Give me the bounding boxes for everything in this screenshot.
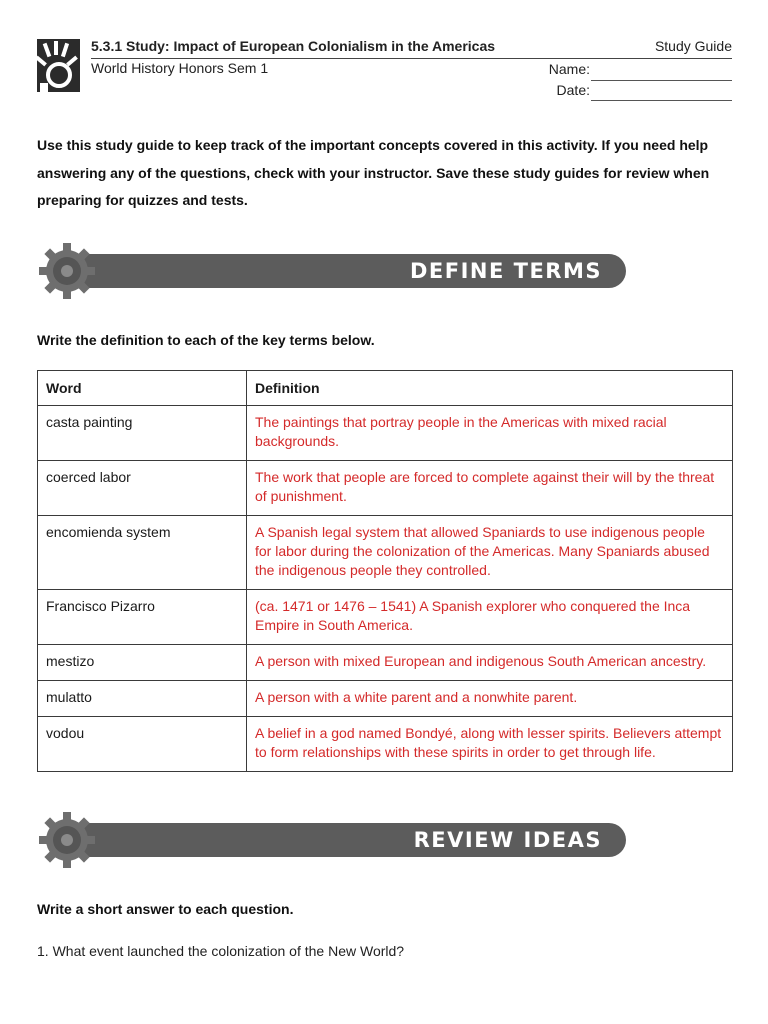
document-title: 5.3.1 Study: Impact of European Colonialism in the Americas	[91, 38, 496, 54]
name-field[interactable]	[591, 80, 732, 81]
term-word: coerced labor	[38, 461, 247, 516]
hand-logo-icon	[37, 39, 80, 92]
term-definition[interactable]: (ca. 1471 or 1476 – 1541) A Spanish explorer who conquered the Inca Empire in South America.	[247, 590, 733, 645]
course-name: World History Honors Sem 1	[91, 60, 269, 76]
term-word: mestizo	[38, 645, 247, 681]
define-terms-instruction: Write the definition to each of the key terms below.	[37, 332, 375, 348]
term-definition[interactable]: The paintings that portray people in the Americas with mixed racial backgrounds.	[247, 406, 733, 461]
document-type-label: Study Guide	[654, 38, 732, 54]
term-word: mulatto	[38, 681, 247, 717]
term-word: casta painting	[38, 406, 247, 461]
term-definition[interactable]: A Spanish legal system that allowed Spaniards to use indigenous people for labor during the colonization of the Americas. Many Spaniards abused the indigenous people they controlled.	[247, 516, 733, 590]
term-definition[interactable]: A person with mixed European and indigenous South American ancestry.	[247, 645, 733, 681]
name-label: Name:	[548, 61, 590, 77]
intro-paragraph: Use this study guide to keep track of the important concepts covered in this activity. If you need help answering any of the questions, check with your instructor. Save these study guides for review when preparing for quizzes and tests.	[37, 137, 710, 208]
column-header-definition: Definition	[247, 371, 733, 406]
review-ideas-banner	[38, 810, 630, 870]
header-divider	[91, 58, 732, 59]
column-header-word: Word	[38, 371, 247, 406]
gear-icon	[38, 810, 98, 875]
term-definition[interactable]: A belief in a god named Bondyé, along with lesser spirits. Believers attempt to form relationships with these spirits in order to get through life.	[247, 717, 733, 772]
table-row	[38, 681, 733, 717]
term-word: encomienda system	[38, 516, 247, 590]
table-header-row	[38, 371, 733, 406]
term-word: vodou	[38, 717, 247, 772]
table-row	[38, 406, 733, 461]
table-row	[38, 645, 733, 681]
table-row	[38, 516, 733, 590]
table-row	[38, 717, 733, 772]
date-label: Date:	[556, 82, 590, 98]
banner-title: REVIEW IDEAS	[413, 828, 602, 852]
review-ideas-instruction: Write a short answer to each question.	[37, 901, 294, 917]
table-row	[38, 461, 733, 516]
term-definition[interactable]: A person with a white parent and a nonwhite parent.	[247, 681, 733, 717]
question-1: 1. What event launched the colonization of the New World?	[37, 943, 405, 959]
terms-table	[37, 370, 733, 772]
define-terms-banner	[38, 241, 630, 301]
gear-icon	[38, 241, 98, 306]
term-word: Francisco Pizarro	[38, 590, 247, 645]
table-row	[38, 590, 733, 645]
date-field[interactable]	[591, 100, 732, 101]
banner-title: DEFINE TERMS	[409, 259, 602, 283]
term-definition[interactable]: The work that people are forced to complete against their will by the threat of punishment.	[247, 461, 733, 516]
